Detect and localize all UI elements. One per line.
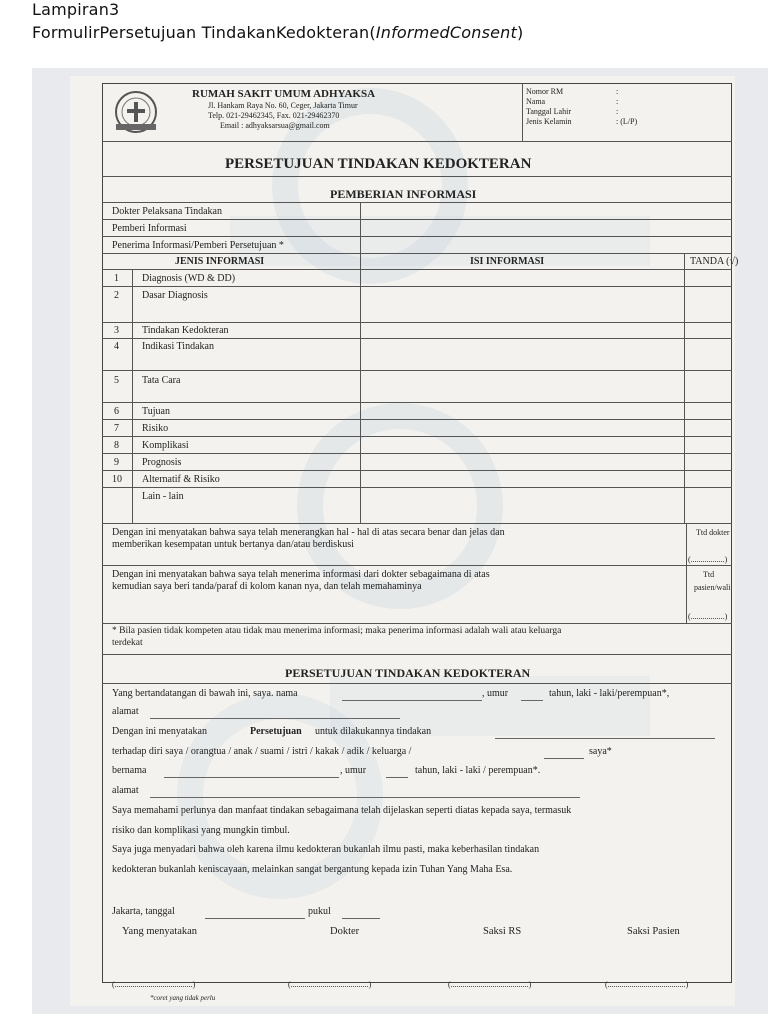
line <box>102 322 732 323</box>
time-label: pukul <box>308 906 331 917</box>
stmt-patient-1: Dengan ini menyatakan bahwa saya telah menerima informasi dari dokter sebagaimana di atas <box>112 569 490 580</box>
item-no: 1 <box>114 273 119 284</box>
hospital-phone: Telp. 021-29462345, Fax. 021-29462370 <box>208 111 340 120</box>
item-no: 4 <box>114 341 119 352</box>
stmt-doctor-2: memberikan kesempatan untuk bertanya dan/atau berdiskusi <box>112 539 354 550</box>
consent-l8: risiko dan komplikasi yang mungkin timbul. <box>112 825 290 836</box>
title-bottom-line <box>102 176 732 177</box>
row-recipient: Penerima Informasi/Pemberi Persetujuan * <box>112 240 284 251</box>
consent-l10: kedokteran bukanlah keniscayaan, melainkan sangat bergantung kepada izin Tuhan Yang Maha Esa. <box>112 864 513 875</box>
item-label: Prognosis <box>142 457 182 468</box>
line <box>102 338 732 339</box>
header-bottom-line <box>102 141 732 142</box>
caption-prefix: FormulirPersetujuan TindakanKedokteran( <box>32 23 376 42</box>
item-no: 2 <box>114 290 119 301</box>
signer-3: Saksi RS <box>483 926 522 937</box>
blank-line <box>342 918 380 919</box>
value-sex: : (L/P) <box>616 117 638 126</box>
line <box>102 683 732 684</box>
line <box>102 269 732 270</box>
item-no: 6 <box>114 406 119 417</box>
item-label: Komplikasi <box>142 440 189 451</box>
hospital-name: RUMAH SAKIT UMUM ADHYAKSA <box>192 88 376 100</box>
signer-4: Saksi Pasien <box>627 926 680 937</box>
item-no: 3 <box>114 325 119 336</box>
item-label: Alternatif & Risiko <box>142 474 220 485</box>
line <box>102 470 732 471</box>
item-no: 8 <box>114 440 119 451</box>
consent-l1b: , umur <box>482 688 509 699</box>
form-title: PERSETUJUAN TINDAKAN KEDOKTERAN <box>225 156 532 172</box>
line <box>360 202 361 253</box>
note-1: * Bila pasien tidak kompeten atau tidak mau menerima informasi; maka penerima informasi adalah wali atau keluarga <box>112 626 562 636</box>
line <box>102 370 732 371</box>
sep-patient-name: : <box>616 97 619 106</box>
item-label: Tata Cara <box>142 375 181 386</box>
sig-blank-2: (.......................................) <box>288 980 372 989</box>
hospital-logo-icon <box>110 90 162 134</box>
item-no: 5 <box>114 375 119 386</box>
sig-patient: (.................) <box>688 612 728 621</box>
blank-line <box>342 700 482 701</box>
line <box>102 402 732 403</box>
line <box>684 253 685 523</box>
label-patient-name: Nama <box>526 97 546 106</box>
row-doctor: Dokter Pelaksana Tindakan <box>112 206 222 217</box>
consent-l3a: Dengan ini menyatakan <box>112 726 207 737</box>
consent-heading: PERSETUJUAN TINDAKAN KEDOKTERAN <box>285 666 531 680</box>
consent-l6: alamat <box>112 785 139 796</box>
consent-l7: Saya memahami perlunya dan manfaat tindakan sebagaimana telah dijelaskan seperti diatas kepada saya, termasuk <box>112 805 572 816</box>
line <box>102 236 732 237</box>
line <box>102 523 732 524</box>
note-2: terdekat <box>112 638 143 648</box>
item-label: Risiko <box>142 423 169 434</box>
caption-suffix: ) <box>516 23 524 42</box>
consent-l2: alamat <box>112 706 139 717</box>
blank-line <box>386 777 408 778</box>
hospital-address: Jl. Hankam Raya No. 60, Ceger, Jakarta Timur <box>208 101 358 110</box>
sep-dob: : <box>616 107 619 116</box>
consent-l3c: untuk dilakukannya tindakan <box>315 726 432 737</box>
blank-line <box>150 718 400 719</box>
signer-2: Dokter <box>330 926 360 937</box>
sep-record-no: : <box>616 87 619 96</box>
line <box>102 623 732 624</box>
hospital-email: Email : adhyaksarsua@gmail.com <box>220 121 330 130</box>
item-label: Lain - lain <box>142 491 184 502</box>
line <box>102 436 732 437</box>
row-informer: Pemberi Informasi <box>112 223 187 234</box>
blank-line <box>164 777 339 778</box>
footnote: *coret yang tidak perlu <box>150 994 216 1002</box>
consent-l1a: Yang bertandatangan di bawah ini, saya. nama <box>112 688 298 699</box>
form-photo <box>32 68 768 1014</box>
sig-blank-1: (.......................................) <box>112 980 196 989</box>
blank-line <box>150 797 580 798</box>
line <box>102 453 732 454</box>
item-label: Dasar Diagnosis <box>142 290 208 301</box>
col-isi: ISI INFORMASI <box>470 256 545 267</box>
line <box>686 523 687 623</box>
sig-doctor: (.................) <box>688 555 728 564</box>
header-divider <box>522 83 523 141</box>
label-dob: Tanggal Lahir <box>526 107 571 116</box>
stmt-doctor-1: Dengan ini menyatakan bahwa saya telah menerangkan hal - hal di atas secara benar dan jelas dan <box>112 527 505 538</box>
line <box>132 269 133 523</box>
line <box>102 487 732 488</box>
line <box>102 654 732 655</box>
consent-l4a: terhadap diri saya / orangtua / anak / suami / istri / kakak / adik / keluarga / <box>112 746 412 757</box>
ttd-patient-2: pasien/wali <box>694 583 731 592</box>
stmt-patient-2: kemudian saya beri tanda/paraf di kolom kanan nya, dan telah memahaminya <box>112 581 422 592</box>
blank-line <box>205 918 305 919</box>
consent-l4b: saya* <box>589 746 612 757</box>
sig-blank-3: (.......................................) <box>448 980 532 989</box>
item-label: Tujuan <box>142 406 170 417</box>
item-no: 10 <box>112 474 122 485</box>
consent-l5a: bernama <box>112 765 147 776</box>
form-sheet <box>70 76 739 1006</box>
line <box>102 219 732 220</box>
col-tanda: TANDA (√) <box>690 256 739 267</box>
caption-line-1: Lampiran3 <box>32 0 120 19</box>
ttd-doctor: Ttd dokter <box>696 528 730 537</box>
line <box>102 202 732 203</box>
item-label: Indikasi Tindakan <box>142 341 214 352</box>
signer-1: Yang menyatakan <box>122 926 198 937</box>
consent-l1c: tahun, laki - laki/perempuan*, <box>549 688 670 699</box>
label-record-no: Nomor RM <box>526 87 564 96</box>
info-heading: PEMBERIAN INFORMASI <box>330 187 477 201</box>
blank-line <box>495 738 715 739</box>
label-sex: Jenis Kelamin <box>526 117 572 126</box>
blank-line <box>544 758 584 759</box>
line <box>102 419 732 420</box>
item-no: 9 <box>114 457 119 468</box>
place-date: Jakarta, tanggal <box>112 906 175 917</box>
item-no: 7 <box>114 423 119 434</box>
line <box>102 565 732 566</box>
caption-italic: InformedConsent <box>375 23 517 42</box>
sig-blank-4: (.......................................) <box>605 980 689 989</box>
consent-l5c: tahun, laki - laki / perempuan*. <box>415 765 541 776</box>
line <box>360 253 361 523</box>
ttd-patient-1: Ttd <box>703 570 715 579</box>
line <box>102 253 732 254</box>
line <box>102 286 732 287</box>
consent-l9: Saya juga menyadari bahwa oleh karena ilmu kedokteran bukanlah ilmu pasti, maka keberhasilan tindakan <box>112 844 540 855</box>
col-jenis: JENIS INFORMASI <box>175 256 265 267</box>
item-label: Tindakan Kedokteran <box>142 325 229 336</box>
consent-l5b: , umur <box>340 765 367 776</box>
blank-line <box>521 700 543 701</box>
caption-line-2 <box>32 23 523 42</box>
consent-l3b: Persetujuan <box>250 726 302 737</box>
item-label: Diagnosis (WD & DD) <box>142 273 236 284</box>
